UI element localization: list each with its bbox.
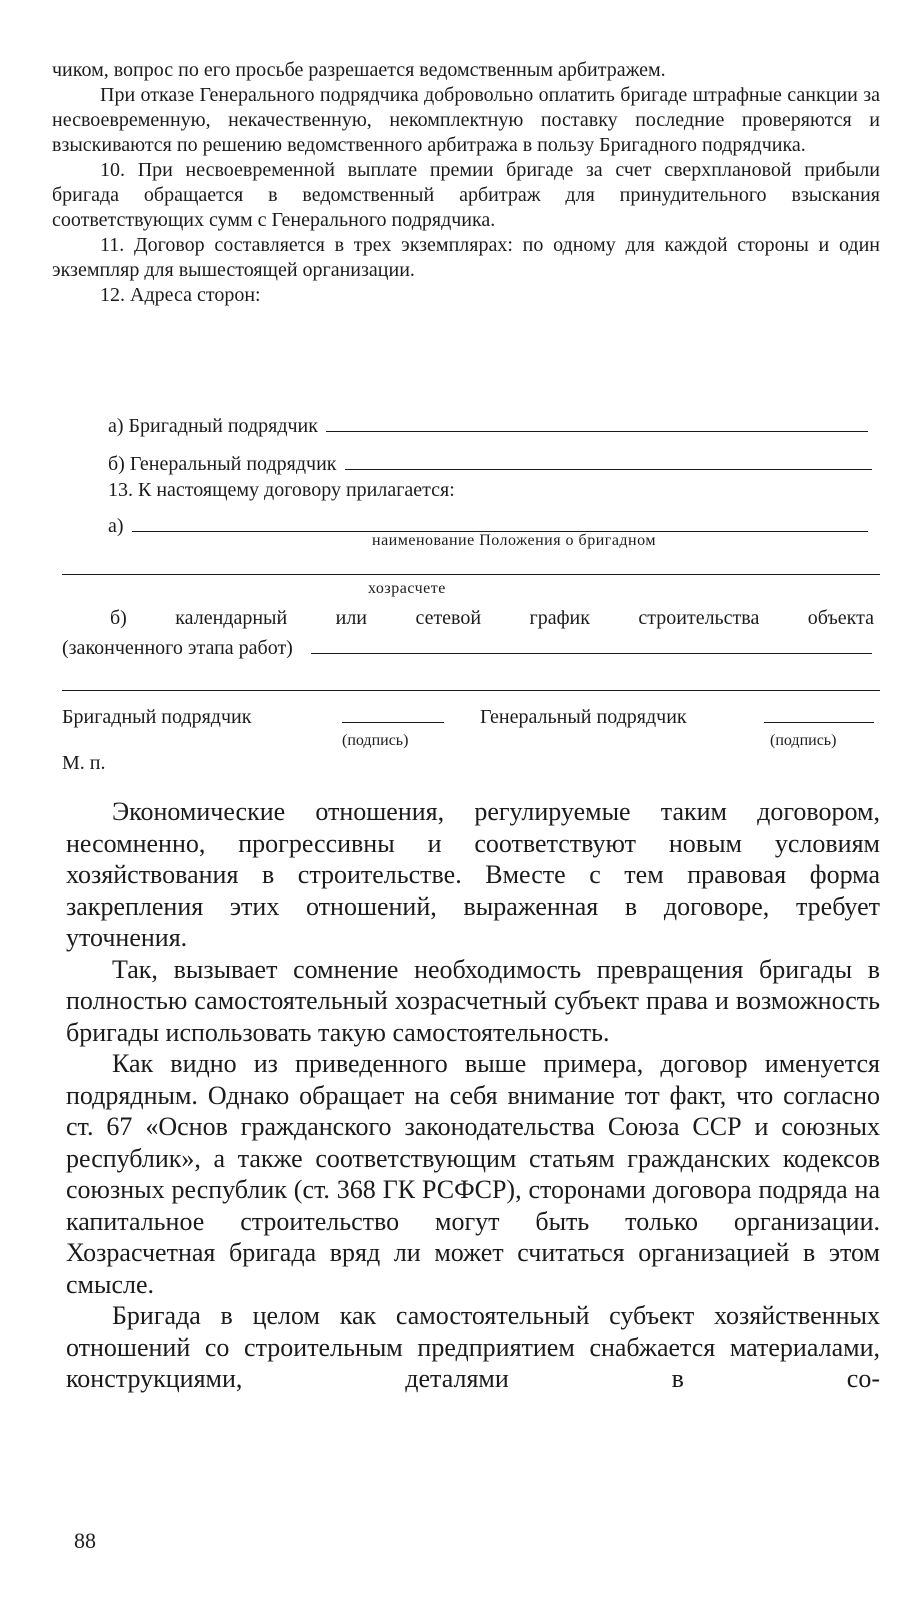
address-general-label: б) Генеральный подрядчик <box>108 453 337 475</box>
address-brigade-row <box>108 412 868 438</box>
contract-text <box>52 58 880 308</box>
address-brigade-line <box>326 431 868 432</box>
attachment-b-row <box>62 634 872 660</box>
item-13: 13. К настоящему договору прилагается: <box>108 479 455 501</box>
attachment-b-line1: б) календарный или сетевой график строительства объекта <box>110 607 874 629</box>
item-13-row <box>108 476 868 502</box>
signature-brigade-line <box>342 722 444 723</box>
address-general-row <box>108 450 872 476</box>
attachment-a-caption-continued: хозрасчете <box>368 580 446 597</box>
attachment-b-label: (законченного этапа работ) <box>62 637 293 659</box>
body-paragraph-3: Как видно из приведенного выше примера, договор именуется подрядным. Однако обращает на себя внимание тот факт, что согласно ст. 67 «Основ гражданского законодательства Союза ССР и союзных республик», а также соответствующим статьям гражданских кодексов союзных республик (ст. 368 ГК РСФСР), сторонами договора подряда на капитальное строительство могут быть только организации. Хозрасчетная бригада вряд ли может считаться организацией в этом смысле. <box>66 1049 880 1299</box>
signature-brigade-caption: (подпись) <box>342 732 409 749</box>
attachment-b-second-line <box>62 690 880 691</box>
address-general-line <box>345 469 873 470</box>
continuation-paragraph: чиком, вопрос по его просьбе разрешается ведомственным арбитражем. <box>52 59 666 81</box>
attachment-b <box>62 606 874 631</box>
commentary-text <box>66 796 880 1395</box>
signature-general-line <box>764 722 874 723</box>
attachment-a-label: а) <box>108 515 124 537</box>
item-10: 10. При несвоевременной выплате премии бригаде за счет сверхплановой прибыли бригада обращается в ведомственный арбитраж для принудительного взыскания соответствующих сумм с Генерального подрядчика. <box>52 159 880 231</box>
signature-general-label: Генеральный подрядчик <box>480 706 687 728</box>
seal-place: М. п. <box>62 752 106 774</box>
attachment-b-line <box>311 653 872 654</box>
page-number: 88 <box>74 1528 96 1553</box>
attachment-a-second-line <box>62 574 880 575</box>
body-paragraph-4: Бригада в целом как самостоятельный субъект хозяйственных отношений со строительным предприятием снабжается материалами, конструкциями, деталями в со- <box>66 1301 880 1393</box>
address-brigade-label: а) Бригадный подрядчик <box>108 415 318 437</box>
attachment-a-caption: наименование Положения о бригадном <box>372 532 656 549</box>
signature-general-caption: (подпись) <box>770 732 837 749</box>
item-12: 12. Адреса сторон: <box>100 284 261 306</box>
item-11: 11. Договор составляется в трех экземплярах: по одному для каждой стороны и один экземпляр для вышестоящей организации. <box>52 234 880 281</box>
penalties-paragraph: При отказе Генерального подрядчика добровольно оплатить бригаде штрафные санкции за несвоевременную, некачественную, некомплектную поставку последние проверяются и взыскиваются по решению ведомственного арбитража в пользу Бригадного подрядчика. <box>52 84 880 156</box>
body-paragraph-2: Так, вызывает сомнение необходимость превращения бригады в полностью самостоятельный хозрасчетный субъект права и возможность бригады использовать такую самостоятельность. <box>66 954 880 1047</box>
signature-brigade-label: Бригадный подрядчик <box>62 706 252 728</box>
body-paragraph-1: Экономические отношения, регулируемые таким договором, несомненно, прогрессивны и соответствуют новым условиям хозяйствования в строительстве. Вместе с тем правовая форма закрепления этих отношений, выраженная в договоре, требует уточнения. <box>66 797 880 952</box>
